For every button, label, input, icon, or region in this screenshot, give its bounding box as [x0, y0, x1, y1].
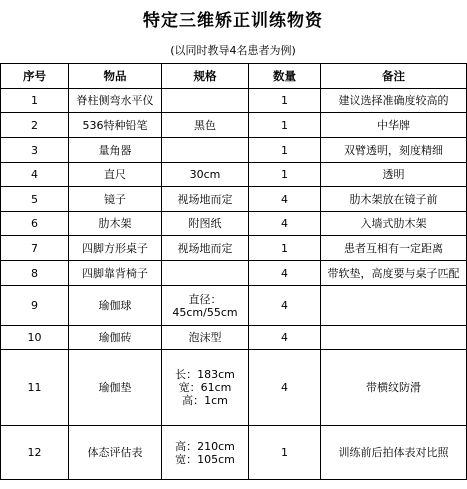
cell-note: 肋木架放在镜子前	[321, 187, 467, 212]
cell-note: 带软垫，高度要与桌子匹配	[321, 261, 467, 286]
cell-qty: 1	[249, 113, 321, 138]
cell-item: 瑜伽砖	[69, 326, 162, 350]
cell-no: 7	[1, 236, 69, 261]
table-row	[1, 426, 467, 480]
cell-spec: 泡沫型	[162, 326, 249, 350]
cell-no: 11	[1, 350, 69, 426]
page-subtitle: (以同时教导4名患者为例)	[170, 44, 296, 57]
table-row	[1, 187, 467, 212]
cell-note: 建议选择准确度较高的	[321, 89, 467, 113]
cell-no: 3	[1, 138, 69, 163]
table-header-row	[1, 64, 467, 89]
cell-spec	[162, 350, 249, 426]
cell-spec: 30cm	[162, 163, 249, 187]
cell-qty: 1	[249, 138, 321, 163]
cell-spec: 视场地而定	[162, 236, 249, 261]
header-no: 序号	[1, 64, 69, 89]
cell-qty: 1	[249, 89, 321, 113]
table-row	[1, 350, 467, 426]
spec-line: 高：1cm	[182, 394, 228, 407]
cell-spec: 附图纸	[162, 212, 249, 236]
spec-line: 高：210cm	[175, 439, 235, 453]
cell-item: 镜子	[69, 187, 162, 212]
cell-item: 量角器	[69, 138, 162, 163]
table-row	[1, 212, 467, 236]
table-row	[1, 163, 467, 187]
cell-note: 训练前后拍体表对比照	[321, 426, 467, 480]
header-item: 物品	[69, 64, 162, 89]
cell-qty: 1	[249, 163, 321, 187]
cell-item: 瑜伽垫	[69, 350, 162, 426]
cell-qty: 4	[249, 187, 321, 212]
cell-note: 中华牌	[321, 113, 467, 138]
cell-spec	[162, 89, 249, 113]
materials-table	[0, 63, 467, 480]
cell-spec: 黑色	[162, 113, 249, 138]
cell-note	[321, 326, 467, 350]
cell-qty: 1	[249, 236, 321, 261]
cell-note: 患者互相有一定距离	[321, 236, 467, 261]
cell-qty: 4	[249, 350, 321, 426]
cell-no: 9	[1, 286, 69, 326]
cell-no: 10	[1, 326, 69, 350]
cell-item: 瑜伽球	[69, 286, 162, 326]
table-row	[1, 89, 467, 113]
cell-spec	[162, 286, 249, 326]
table-row	[1, 236, 467, 261]
header-qty: 数量	[249, 64, 321, 89]
cell-spec: 视场地而定	[162, 187, 249, 212]
spec-line: 直径：	[188, 292, 222, 306]
header-spec: 规格	[162, 64, 249, 89]
table-row	[1, 326, 467, 350]
cell-qty: 4	[249, 326, 321, 350]
cell-qty: 1	[249, 426, 321, 480]
cell-qty: 4	[249, 286, 321, 326]
cell-qty: 4	[249, 261, 321, 286]
cell-no: 6	[1, 212, 69, 236]
spec-line: 45cm/55cm	[172, 305, 238, 319]
cell-spec	[162, 138, 249, 163]
cell-note: 带横纹防滑	[321, 350, 467, 426]
cell-no: 5	[1, 187, 69, 212]
header-note: 备注	[321, 64, 467, 89]
cell-note	[321, 286, 467, 326]
cell-no: 4	[1, 163, 69, 187]
cell-no: 8	[1, 261, 69, 286]
cell-item: 肋木架	[69, 212, 162, 236]
cell-item: 直尺	[69, 163, 162, 187]
table-row	[1, 138, 467, 163]
cell-note: 透明	[321, 163, 467, 187]
spec-line: 长：183cm	[175, 368, 235, 381]
cell-no: 2	[1, 113, 69, 138]
table-row	[1, 286, 467, 326]
cell-qty: 4	[249, 212, 321, 236]
cell-item: 体态评估表	[69, 426, 162, 480]
cell-spec	[162, 261, 249, 286]
cell-item: 四脚方形桌子	[69, 236, 162, 261]
cell-item: 四脚靠背椅子	[69, 261, 162, 286]
page-title: 特定三维矫正训练物资	[143, 11, 323, 31]
cell-note: 入墙式肋木架	[321, 212, 467, 236]
cell-no: 12	[1, 426, 69, 480]
cell-no: 1	[1, 89, 69, 113]
table-row	[1, 113, 467, 138]
cell-note: 双臂透明，刻度精细	[321, 138, 467, 163]
spec-line: 宽：61cm	[178, 381, 232, 394]
spec-line: 宽：105cm	[175, 452, 235, 466]
cell-spec	[162, 426, 249, 480]
table-row	[1, 261, 467, 286]
cell-item: 536特种铅笔	[69, 113, 162, 138]
cell-item: 脊柱侧弯水平仪	[69, 89, 162, 113]
